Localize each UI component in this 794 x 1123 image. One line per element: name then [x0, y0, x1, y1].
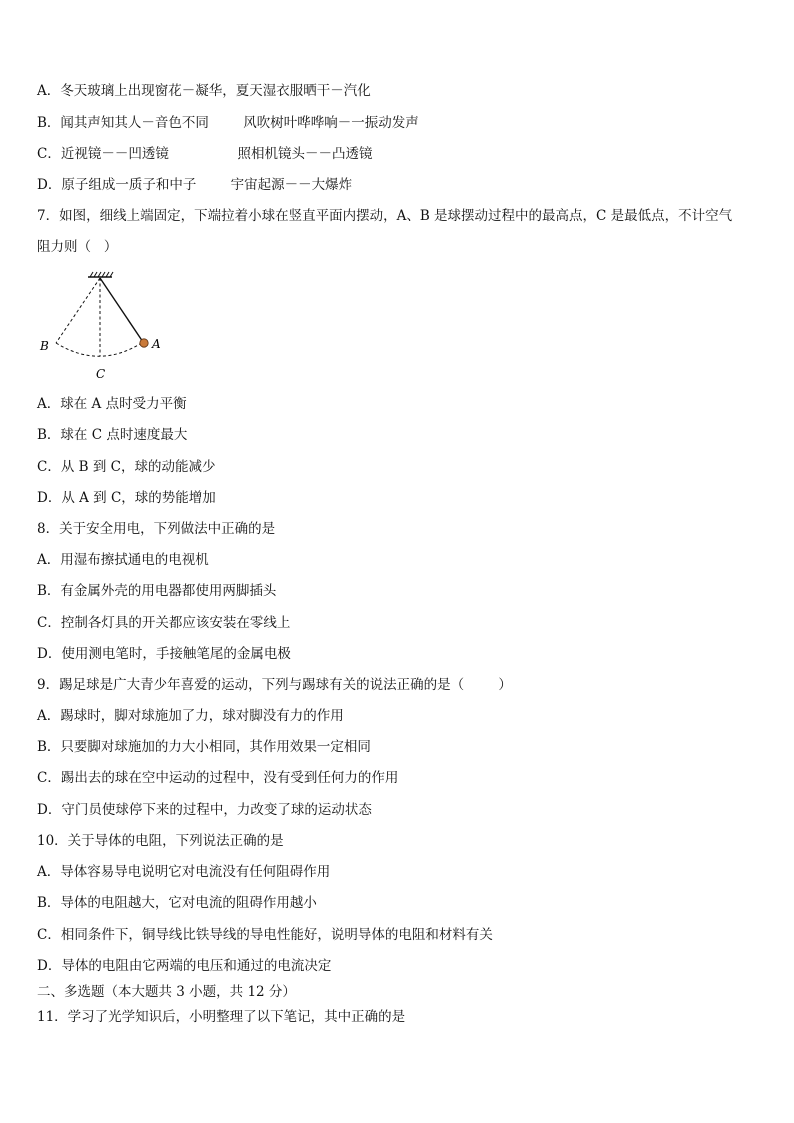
question-8-option-c: C．控制各灯具的开关都应该安装在零线上: [37, 615, 291, 631]
question-10-option-b: B．导体的电阻越大，它对电流的阻碍作用越小: [37, 895, 317, 911]
question-10-option-d: D．导体的电阻由它两端的电压和通过的电流决定: [37, 958, 332, 974]
pendulum-diagram: [36, 268, 176, 386]
question-7-stem-cont: 阻力则（ ）: [37, 239, 118, 255]
question-10-option-a: A．导体容易导电说明它对电流没有任何阻碍作用: [37, 864, 331, 880]
line-6b: B．闻其声知其人－音色不同 风吹树叶哗哗响－一振动发声: [37, 115, 419, 131]
question-7-option-c: C．从 B 到 C，球的动能减少: [37, 459, 216, 475]
line-6d: D．原子组成一质子和中子 宇宙起源－－大爆炸: [37, 177, 353, 193]
question-9-option-d: D．守门员使球停下来的过程中，力改变了球的运动状态: [37, 802, 372, 818]
question-9-stem: 9．踢足球是广大青少年喜爱的运动，下列与踢球有关的说法正确的是（ ）: [37, 677, 512, 693]
section-2-heading: 二、多选题（本大题共 3 小题，共 12 分）: [37, 984, 296, 1000]
line-6a: A．冬天玻璃上出现窗花－凝华，夏天湿衣服晒干－汽化: [37, 83, 371, 99]
question-7-option-b: B．球在 C 点时速度最大: [37, 427, 188, 443]
question-7-option-d: D．从 A 到 C，球的势能增加: [37, 490, 216, 506]
question-7-option-a: A．球在 A 点时受力平衡: [37, 396, 187, 412]
label-b: B: [40, 339, 49, 353]
label-c: C: [96, 367, 106, 381]
question-8-option-a: A．用湿布擦拭通电的电视机: [37, 552, 209, 568]
question-9-option-c: C．踢出去的球在空中运动的过程中，没有受到任何力的作用: [37, 770, 399, 786]
question-8-stem: 8．关于安全用电，下列做法中正确的是: [37, 521, 276, 537]
question-7-stem: 7．如图，细线上端固定，下端拉着小球在竖直平面内摆动，A、B 是球摆动过程中的最高点，C 是最低点，不计空气: [37, 208, 733, 224]
question-9-option-a: A．踢球时，脚对球施加了力，球对脚没有力的作用: [37, 708, 344, 724]
question-11-stem: 11．学习了光学知识后，小明整理了以下笔记，其中正确的是: [37, 1009, 406, 1025]
label-a: A: [152, 337, 161, 351]
pendulum-ball: [140, 339, 148, 347]
pendulum-string: [100, 278, 143, 342]
question-10-option-c: C．相同条件下，铜导线比铁导线的导电性能好，说明导体的电阻和材料有关: [37, 927, 493, 943]
question-9-option-b: B．只要脚对球施加的力大小相同，其作用效果一定相同: [37, 739, 371, 755]
line-6c: C．近视镜－－凹透镜 照相机镜头－－凸透镜: [37, 146, 373, 162]
question-10-stem: 10．关于导体的电阻，下列说法正确的是: [37, 833, 284, 849]
question-8-option-d: D．使用测电笔时，手接触笔尾的金属电极: [37, 646, 291, 662]
question-8-option-b: B．有金属外壳的用电器都使用两脚插头: [37, 583, 277, 599]
